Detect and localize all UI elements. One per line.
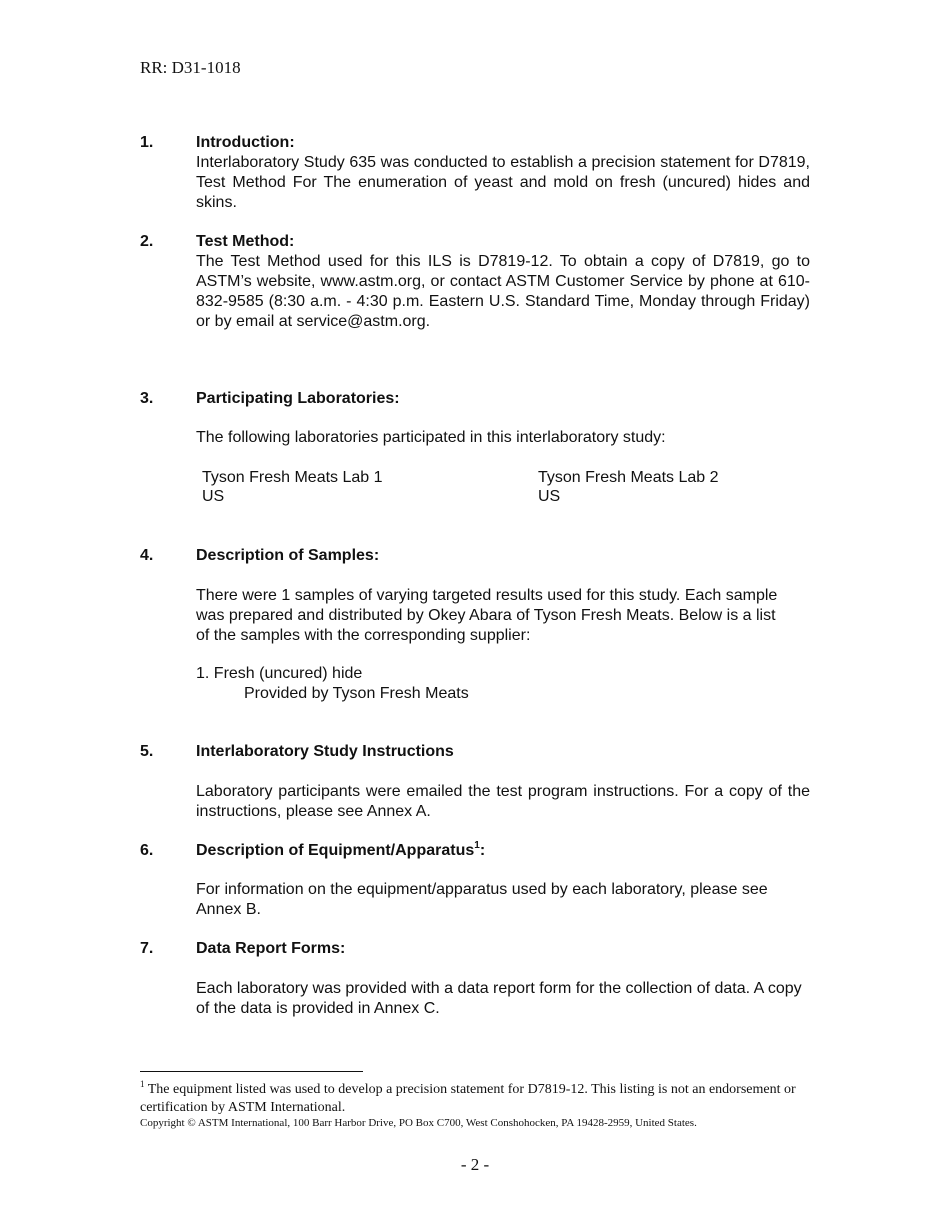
lab-country: US bbox=[538, 488, 561, 505]
lab-name: Tyson Fresh Meats Lab 1 bbox=[202, 469, 383, 486]
section-body: The Test Method used for this ILS is D7819-12. To obtain a copy of D7819, go to ASTM’s website, www.astm.org, or contact ASTM Customer Service by phone at 610-832-9585 (8:30 a.m. - 4:30 p.m. Eastern U.S. Standard Time, Monday through Friday) or by email at service@astm.org. bbox=[196, 253, 810, 330]
section-title: Test Method: bbox=[196, 233, 295, 250]
section-body: Each laboratory was provided with a data report form for the collection of data. A copy of the data is provided in Annex C. bbox=[196, 980, 802, 1017]
lab-name: Tyson Fresh Meats Lab 2 bbox=[538, 469, 719, 486]
lab-country: US bbox=[202, 488, 225, 505]
section-body: There were 1 samples of varying targeted results used for this study. Each sample was prepared and distributed by Okey Abara of Tyson Fresh Meats. Below is a list of the samples with the corresponding supplier: bbox=[196, 587, 778, 644]
section-title-suffix: : bbox=[479, 842, 486, 859]
section-title: Introduction: bbox=[196, 134, 295, 151]
section-title: Description of Equipment/Apparatus bbox=[196, 842, 475, 859]
section-title: Participating Laboratories: bbox=[196, 390, 400, 407]
footnote-reference: 1 bbox=[474, 840, 480, 851]
section-number: 7. bbox=[140, 940, 154, 957]
page-number: - 2 - bbox=[460, 1155, 490, 1174]
footnote-marker: 1 bbox=[140, 1079, 145, 1089]
section-number: 4. bbox=[140, 547, 154, 564]
section-title: Interlaboratory Study Instructions bbox=[196, 743, 454, 760]
report-id-header: RR: D31-1018 bbox=[140, 58, 241, 77]
copyright-line: Copyright © ASTM International, 100 Barr Harbor Drive, PO Box C700, West Conshohocken, PA 19428-2959, United States. bbox=[140, 1117, 697, 1129]
footnote-divider bbox=[140, 1071, 363, 1072]
sample-provider: Provided by Tyson Fresh Meats bbox=[244, 685, 469, 702]
section-number: 6. bbox=[140, 842, 154, 859]
section-body: Interlaboratory Study 635 was conducted to establish a precision statement for D7819, Test Method For The enumeration of yeast and mold on fresh (uncured) hides and skins. bbox=[196, 154, 810, 211]
footnote-text: The equipment listed was used to develop a precision statement for D7819-12. This listing is not an endorsement or certification by ASTM International. bbox=[140, 1082, 796, 1115]
section-title-wrapper bbox=[196, 841, 485, 861]
section-title: Data Report Forms: bbox=[196, 940, 346, 957]
section-number: 3. bbox=[140, 390, 154, 407]
section-number: 2. bbox=[140, 233, 154, 250]
sample-item: 1. Fresh (uncured) hide bbox=[196, 665, 363, 682]
section-body: For information on the equipment/apparatus used by each laboratory, please see Annex B. bbox=[196, 881, 768, 918]
section-body: The following laboratories participated in this interlaboratory study: bbox=[196, 429, 666, 446]
section-title: Description of Samples: bbox=[196, 547, 380, 564]
section-number: 1. bbox=[140, 134, 154, 151]
section-number: 5. bbox=[140, 743, 154, 760]
footnote bbox=[140, 1081, 810, 1117]
section-body: Laboratory participants were emailed the test program instructions. For a copy of the instructions, please see Annex A. bbox=[196, 783, 810, 820]
